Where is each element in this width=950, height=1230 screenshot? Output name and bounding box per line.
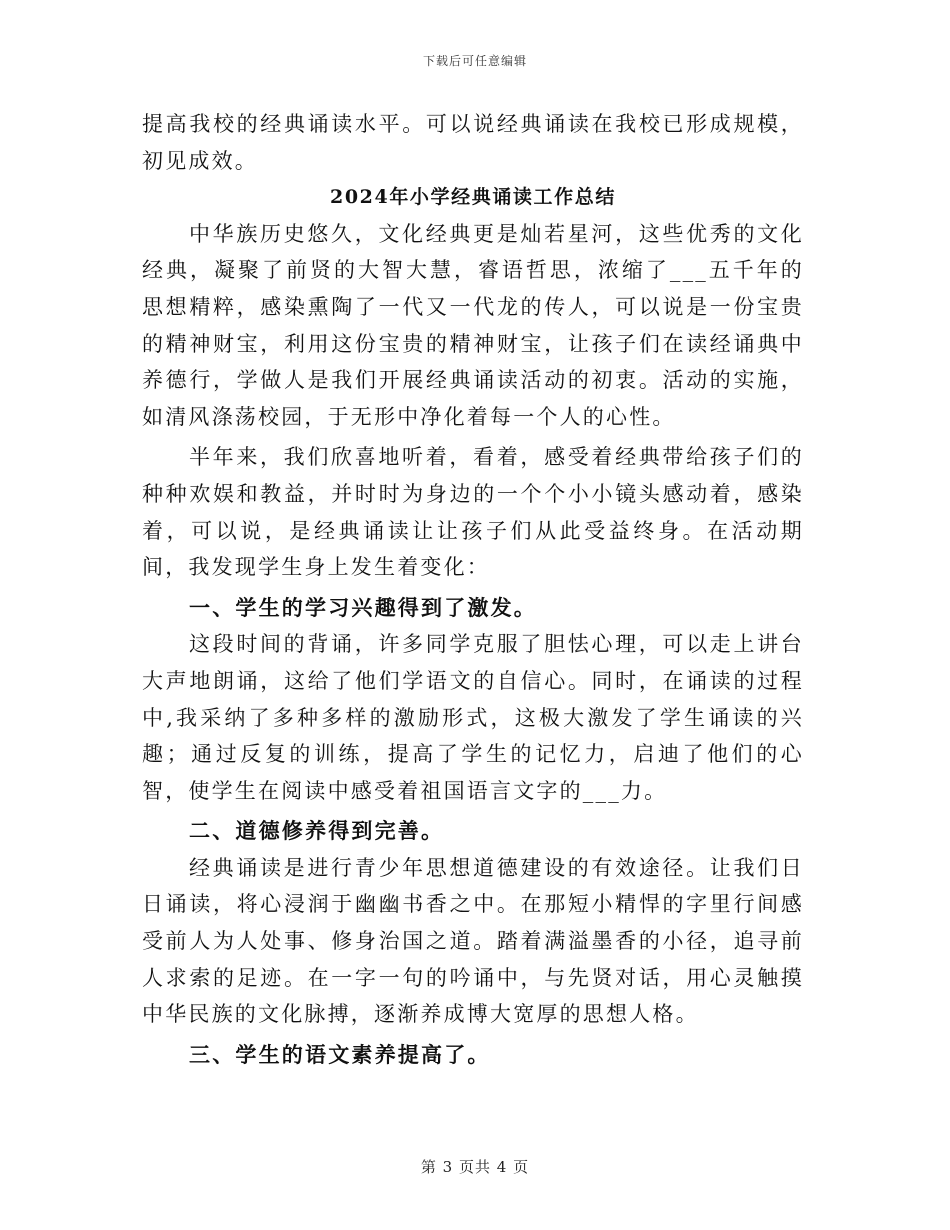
section-body-morality: 经典诵读是进行青少年思想道德建设的有效途径。让我们日日诵读，将心浸润于幽幽书香之中。在那短小精悍的字里行间感受前人为人处事、修身治国之道。踏着满溢墨香的小径，追寻前人求索的足迹。在一字一句的吟诵中，与先贤对话，用心灵触摸中华民族的文化脉搏，逐渐养成博大宽厚的思想人格。	[142, 855, 804, 1027]
paragraph-history: 中华族历史悠久，文化经典更是灿若星河，这些优秀的文化经典，凝聚了前贤的大智大慧，睿语哲思，浓缩了___五千年的思想精粹，感染熏陶了一代又一代龙的传人，可以说是一份宝贵的精神财宝，利用这份宝贵的精神财宝，让孩子们在读经诵典中养德行，学做人是我们开展经典诵读活动的初衷。活动的实施，如清风涤荡校园，于无形中净化着每一个人的心性。	[142, 221, 804, 429]
section-heading-interest: 一、学生的学习兴趣得到了激发。	[189, 594, 537, 620]
section-heading-literacy: 三、学生的语文素养提高了。	[189, 1041, 491, 1067]
paragraph-half-year: 半年来，我们欣喜地听着，看着，感受着经典带给孩子们的种种欢娱和教益，并时时为身边的一个个小小镜头感动着，感染着，可以说，是经典诵读让让孩子们从此受益终身。在活动期间，我发现学生身上发生着变化：	[142, 445, 804, 580]
section-heading-morality: 二、道德修养得到完善。	[189, 818, 445, 844]
document-body	[142, 106, 804, 1073]
intro-paragraph: 提高我校的经典诵读水平。可以说经典诵读在我校已形成规模，初见成效。	[142, 112, 804, 173]
document-title: 2024年小学经典诵读工作总结	[330, 186, 616, 209]
page-header: 下载后可任意编辑	[422, 54, 527, 68]
section-body-interest: 这段时间的背诵，许多同学克服了胆怯心理，可以走上讲台大声地朗诵，这给了他们学语文的自信心。同时，在诵读的过程中,我采纳了多种多样的激励形式，这极大激发了学生诵读的兴趣；通过反复的训练，提高了学生的记忆力，启迪了他们的心智，使学生在阅读中感受着祖国语言文字的___力。	[142, 632, 804, 803]
page-number-footer: 第 3 页共 4 页	[420, 1158, 530, 1176]
